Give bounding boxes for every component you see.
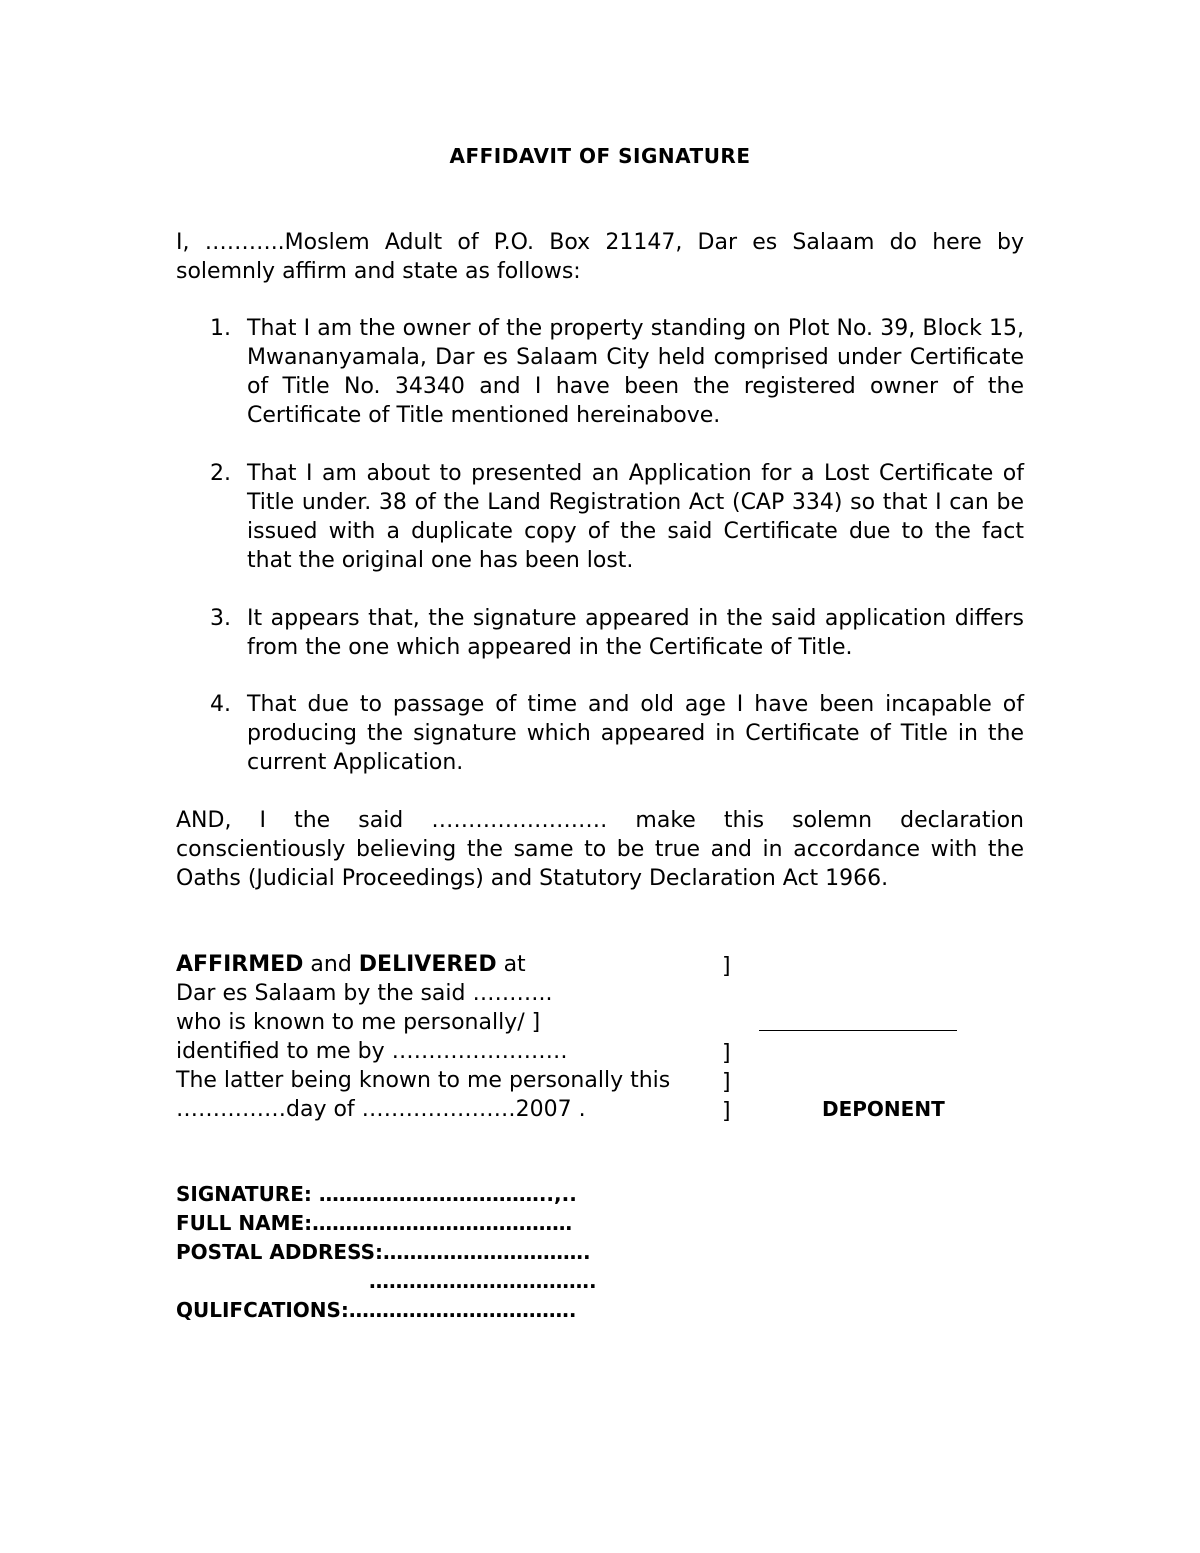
declaration-paragraph: AND, I the said …………………… make this solemn declaration conscientiously believing the same to be true and in accordance with the Oaths (Judicial Proceedings) and Statutory Declaration Act 1966.: [176, 808, 1024, 891]
qualifications-field: QULIFCATIONS:…………………………….: [176, 1298, 577, 1322]
deponent-label: DEPONENT: [822, 1097, 945, 1121]
bracket: ]: [722, 954, 731, 979]
item-number: 3.: [210, 606, 231, 631]
intro-paragraph: I, ………..Moslem Adult of P.O. Box 21147, Dar es Salaam do here by solemnly affirm and state as follows:: [176, 230, 1024, 284]
affirm-line-4: identified to me by ……………………: [176, 1039, 568, 1064]
delivered-label: DELIVERED: [358, 952, 497, 977]
item-number: 1.: [210, 316, 231, 341]
item-number: 4.: [210, 692, 231, 717]
affirm-line-1: [176, 950, 526, 979]
item-number: 2.: [210, 461, 231, 486]
item-text: That I am the owner of the property standing on Plot No. 39, Block 15, Mwananyamala, Dar es Salaam City held comprised under Certificate of Title No. 34340 and I have been the registered owner of the Certificate of Title mentioned hereinabove.: [247, 316, 1024, 428]
bracket: ]: [722, 1041, 731, 1066]
affirmed-label: AFFIRMED: [176, 952, 304, 977]
postal-address-field: POSTAL ADDRESS:………………………….: [176, 1240, 591, 1264]
item-text: It appears that, the signature appeared in the said application differs from the one which appeared in the Certificate of Title.: [247, 606, 1024, 660]
bracket: ]: [722, 1070, 731, 1095]
affirm-line-3: who is known to me personally/ ]: [176, 1010, 541, 1035]
item-text: That due to passage of time and old age I have been incapable of producing the signature which appeared in Certificate of Title in the current Application.: [247, 692, 1024, 775]
affirm-line-5: The latter being known to me personally this: [176, 1068, 671, 1093]
document-title: AFFIDAVIT OF SIGNATURE: [449, 144, 751, 168]
affirm-connector: and: [303, 952, 359, 977]
postal-address-continuation: …………………………….: [369, 1269, 597, 1293]
affirm-line-6: ……………day of …………………2007 .: [176, 1097, 586, 1122]
affirm-line-2: Dar es Salaam by the said ………..: [176, 981, 553, 1006]
signature-field: SIGNATURE: ……………………………..,..: [176, 1182, 577, 1206]
full-name-field: FULL NAME:…………………………………: [176, 1211, 573, 1235]
deponent-signature-line: [759, 1030, 957, 1031]
affirm-at: at: [496, 952, 526, 977]
item-text: That I am about to presented an Application for a Lost Certificate of Title under. 38 of the Land Registration Act (CAP 334) so that I can be issued with a duplicate copy of the said Certificate due to the fact that the original one has been lost.: [247, 461, 1024, 573]
bracket: ]: [722, 1099, 731, 1124]
